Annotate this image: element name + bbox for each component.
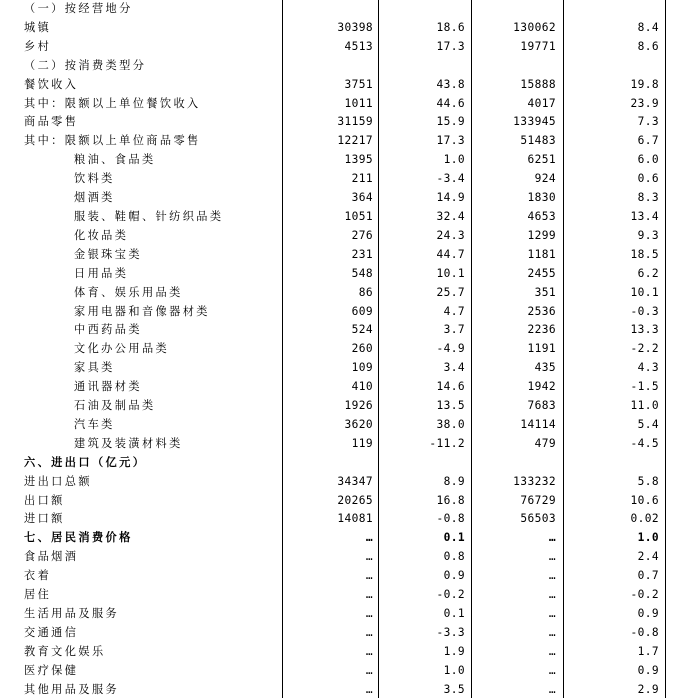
row-label: 石油及制品类 xyxy=(74,399,156,413)
value-cumulative: 1181 xyxy=(527,247,556,261)
row-margin xyxy=(665,662,686,681)
table-row xyxy=(0,510,686,529)
value-cumulative: 14114 xyxy=(520,417,556,431)
row-label: 家具类 xyxy=(74,361,115,375)
value-month-growth: 15.9 xyxy=(436,115,465,129)
row-margin xyxy=(665,113,686,132)
row-label: 中西药品类 xyxy=(74,323,142,337)
table-row xyxy=(0,359,686,378)
value-cumulative: 2236 xyxy=(527,323,556,337)
row-margin xyxy=(665,208,686,227)
table-row xyxy=(0,95,686,114)
value-cumulative: 4653 xyxy=(527,209,556,223)
value-month xyxy=(283,454,378,473)
value-cumulative: … xyxy=(548,625,556,639)
value-month: 3620 xyxy=(344,417,373,431)
value-month: 548 xyxy=(351,266,373,280)
value-month-growth: 13.5 xyxy=(436,399,465,413)
value-cumulative-growth: 0.02 xyxy=(630,512,659,526)
value-cumulative-growth: 4.3 xyxy=(637,361,659,375)
value-cumulative-growth: -2.2 xyxy=(630,342,659,356)
row-margin xyxy=(665,57,686,76)
value-month: 260 xyxy=(351,342,373,356)
table-row xyxy=(0,624,686,643)
value-cumulative-growth: 2.4 xyxy=(637,550,659,564)
row-margin xyxy=(665,19,686,38)
value-month-growth: -3.3 xyxy=(436,625,465,639)
row-label: 汽车类 xyxy=(74,417,115,431)
value-month-growth: 8.9 xyxy=(443,474,465,488)
value-month xyxy=(283,57,378,76)
value-month: 364 xyxy=(351,191,373,205)
value-month: … xyxy=(365,682,373,696)
value-month: … xyxy=(365,644,373,658)
value-month: 211 xyxy=(351,172,373,186)
value-month: 34347 xyxy=(337,474,373,488)
row-label: 食品烟酒 xyxy=(24,550,79,564)
row-margin xyxy=(665,529,686,548)
value-month-growth: 17.3 xyxy=(436,39,465,53)
table-row xyxy=(0,246,686,265)
row-label: 居住 xyxy=(24,588,52,602)
value-cumulative-growth: -0.2 xyxy=(630,588,659,602)
value-month-growth: 44.7 xyxy=(436,247,465,261)
value-cumulative-growth: 23.9 xyxy=(630,96,659,110)
value-month-growth: 17.3 xyxy=(436,134,465,148)
table-row xyxy=(0,284,686,303)
value-month: 109 xyxy=(351,361,373,375)
value-cumulative: … xyxy=(548,531,556,545)
table-row xyxy=(0,321,686,340)
value-month: … xyxy=(365,588,373,602)
value-cumulative: 479 xyxy=(534,436,556,450)
row-margin xyxy=(665,38,686,57)
row-label: （一）按经营地分 xyxy=(24,2,133,15)
value-month: … xyxy=(365,569,373,583)
row-label: 体育、娱乐用品类 xyxy=(74,285,183,299)
value-cumulative-growth: 10.6 xyxy=(630,493,659,507)
table-row xyxy=(0,492,686,511)
value-cumulative-growth: 10.1 xyxy=(630,285,659,299)
row-label: 交通通信 xyxy=(24,625,79,639)
value-cumulative-growth: 7.3 xyxy=(637,115,659,129)
value-month-growth: 24.3 xyxy=(436,228,465,242)
table-row xyxy=(0,227,686,246)
value-cumulative: 76729 xyxy=(520,493,556,507)
value-month: 410 xyxy=(351,380,373,394)
value-month: … xyxy=(365,550,373,564)
value-month: 20265 xyxy=(337,493,373,507)
row-label: 城镇 xyxy=(24,20,52,34)
row-margin xyxy=(665,643,686,662)
table-row xyxy=(0,643,686,662)
row-margin xyxy=(665,170,686,189)
value-cumulative: 130062 xyxy=(513,20,556,34)
table-row xyxy=(0,57,686,76)
value-cumulative: … xyxy=(548,607,556,620)
value-cumulative: … xyxy=(548,682,556,696)
value-month: 1395 xyxy=(344,153,373,167)
value-cumulative xyxy=(471,57,563,76)
table-row xyxy=(0,265,686,284)
value-month: … xyxy=(365,625,373,639)
value-cumulative-growth: 13.3 xyxy=(630,323,659,337)
value-month: 14081 xyxy=(337,512,373,526)
value-cumulative-growth: 6.2 xyxy=(637,266,659,280)
value-month-growth: 32.4 xyxy=(436,209,465,223)
value-month: … xyxy=(365,531,373,545)
row-margin xyxy=(665,303,686,322)
value-month-growth: 3.5 xyxy=(443,682,465,696)
table-row xyxy=(0,586,686,605)
row-label: 粮油、食品类 xyxy=(74,153,156,167)
value-cumulative: … xyxy=(548,588,556,602)
value-month: 1051 xyxy=(344,209,373,223)
row-label: 服装、鞋帽、针纺织品类 xyxy=(74,209,224,223)
row-margin xyxy=(665,605,686,624)
value-month-growth: 18.6 xyxy=(436,20,465,34)
row-label: 文化办公用品类 xyxy=(74,342,170,356)
value-month: 3751 xyxy=(344,77,373,91)
value-month: 4513 xyxy=(344,39,373,53)
row-label: 家用电器和音像器材类 xyxy=(74,304,210,318)
value-month-growth: 43.8 xyxy=(436,77,465,91)
value-month-growth: 4.7 xyxy=(443,304,465,318)
value-month-growth: 0.8 xyxy=(443,550,465,564)
row-label: 医疗保健 xyxy=(24,663,79,677)
value-month-growth: 10.1 xyxy=(436,266,465,280)
value-month-growth: -0.8 xyxy=(436,512,465,526)
value-month-growth: 1.0 xyxy=(443,663,465,677)
row-margin xyxy=(665,340,686,359)
row-margin xyxy=(665,586,686,605)
value-cumulative: 1942 xyxy=(527,380,556,394)
row-margin xyxy=(665,359,686,378)
value-month-growth: 1.9 xyxy=(443,644,465,658)
value-month: 1011 xyxy=(344,96,373,110)
value-month-growth: 1.0 xyxy=(443,153,465,167)
row-margin xyxy=(665,510,686,529)
value-cumulative-growth: 0.9 xyxy=(637,663,659,677)
value-month: 524 xyxy=(351,323,373,337)
value-month-growth: 14.9 xyxy=(436,191,465,205)
table-row xyxy=(0,681,686,700)
row-margin xyxy=(665,435,686,454)
row-margin xyxy=(665,246,686,265)
table-row xyxy=(0,605,686,624)
value-cumulative: 6251 xyxy=(527,153,556,167)
row-margin xyxy=(665,0,686,19)
value-cumulative-growth: 13.4 xyxy=(630,209,659,223)
value-cumulative: 133232 xyxy=(513,474,556,488)
value-cumulative-growth: 2.9 xyxy=(637,682,659,696)
value-cumulative-growth: 5.8 xyxy=(637,474,659,488)
table-row xyxy=(0,454,686,473)
value-cumulative: 56503 xyxy=(520,512,556,526)
value-cumulative: … xyxy=(548,550,556,564)
value-cumulative: 351 xyxy=(534,285,556,299)
value-month: 119 xyxy=(351,436,373,450)
value-month-growth xyxy=(378,454,471,473)
table-row xyxy=(0,189,686,208)
row-label: 六、进出口（亿元） xyxy=(24,455,147,469)
table-row xyxy=(0,132,686,151)
value-cumulative-growth: 0.6 xyxy=(637,172,659,186)
table-row xyxy=(0,113,686,132)
value-cumulative-growth xyxy=(563,57,665,76)
value-month-growth: 16.8 xyxy=(436,493,465,507)
value-month-growth: 25.7 xyxy=(436,285,465,299)
row-margin xyxy=(665,397,686,416)
table-row xyxy=(0,151,686,170)
value-cumulative-growth: 11.0 xyxy=(630,399,659,413)
row-label: 其中：限额以上单位商品零售 xyxy=(24,134,201,148)
row-margin xyxy=(665,378,686,397)
row-margin xyxy=(665,284,686,303)
row-margin xyxy=(665,76,686,95)
value-cumulative: 133945 xyxy=(513,115,556,129)
table-row xyxy=(0,378,686,397)
value-cumulative-growth: 1.7 xyxy=(637,644,659,658)
row-margin xyxy=(665,151,686,170)
table-row xyxy=(0,397,686,416)
value-month xyxy=(283,0,378,19)
value-cumulative-growth: 19.8 xyxy=(630,77,659,91)
table-row xyxy=(0,567,686,586)
value-cumulative-growth: -0.3 xyxy=(630,304,659,318)
value-cumulative-growth: -4.5 xyxy=(630,436,659,450)
value-month: … xyxy=(365,663,373,677)
row-label: 进出口总额 xyxy=(24,474,92,488)
value-cumulative: … xyxy=(548,569,556,583)
value-month: 231 xyxy=(351,247,373,261)
value-cumulative-growth: 9.3 xyxy=(637,228,659,242)
value-cumulative: 2455 xyxy=(527,266,556,280)
row-label: 进口额 xyxy=(24,512,65,526)
table-row xyxy=(0,208,686,227)
table-row xyxy=(0,19,686,38)
value-month-growth: 0.1 xyxy=(443,607,465,620)
value-month: 609 xyxy=(351,304,373,318)
value-cumulative: … xyxy=(548,663,556,677)
row-margin xyxy=(665,132,686,151)
table-row xyxy=(0,529,686,548)
value-month-growth: 0.1 xyxy=(443,531,465,545)
value-month-growth: -0.2 xyxy=(436,588,465,602)
value-month-growth: 3.7 xyxy=(443,323,465,337)
value-month: 1926 xyxy=(344,399,373,413)
value-cumulative xyxy=(471,454,563,473)
table-row xyxy=(0,548,686,567)
value-month: 86 xyxy=(358,285,373,299)
row-margin xyxy=(665,492,686,511)
table-row xyxy=(0,170,686,189)
table-row xyxy=(0,662,686,681)
row-label: 烟酒类 xyxy=(74,191,115,205)
table-row xyxy=(0,416,686,435)
row-label: 通讯器材类 xyxy=(74,380,142,394)
row-label: 七、居民消费价格 xyxy=(24,531,133,545)
value-month-growth: 0.9 xyxy=(443,569,465,583)
row-margin xyxy=(665,567,686,586)
row-label: 化妆品类 xyxy=(74,228,129,242)
value-month-growth xyxy=(378,0,471,19)
row-label: 教育文化娱乐 xyxy=(24,644,106,658)
row-label: 乡村 xyxy=(24,39,52,53)
value-cumulative: … xyxy=(548,644,556,658)
value-cumulative: 4017 xyxy=(527,96,556,110)
value-cumulative: 1299 xyxy=(527,228,556,242)
table-row xyxy=(0,38,686,57)
row-margin xyxy=(665,95,686,114)
value-cumulative-growth xyxy=(563,454,665,473)
row-label: 出口额 xyxy=(24,493,65,507)
value-cumulative: 19771 xyxy=(520,39,556,53)
value-month: 30398 xyxy=(337,20,373,34)
row-label: （二）按消费类型分 xyxy=(24,58,147,72)
row-label: 餐饮收入 xyxy=(24,77,79,91)
row-margin xyxy=(665,189,686,208)
value-cumulative-growth: 6.7 xyxy=(637,134,659,148)
value-cumulative-growth: 8.3 xyxy=(637,191,659,205)
table-row xyxy=(0,0,686,19)
value-month-growth: 44.6 xyxy=(436,96,465,110)
value-cumulative-growth: 1.0 xyxy=(637,531,659,545)
row-label: 饮料类 xyxy=(74,172,115,186)
value-month-growth: 3.4 xyxy=(443,361,465,375)
value-cumulative-growth: 5.4 xyxy=(637,417,659,431)
row-margin xyxy=(665,227,686,246)
row-label: 商品零售 xyxy=(24,115,79,129)
table-row xyxy=(0,76,686,95)
value-cumulative: 51483 xyxy=(520,134,556,148)
value-cumulative-growth: -0.8 xyxy=(630,625,659,639)
table-row xyxy=(0,435,686,454)
value-month-growth: -3.4 xyxy=(436,172,465,186)
value-cumulative: 15888 xyxy=(520,77,556,91)
value-month-growth: -11.2 xyxy=(429,436,465,450)
value-cumulative-growth: 8.6 xyxy=(637,39,659,53)
table-row xyxy=(0,340,686,359)
value-cumulative: 435 xyxy=(534,361,556,375)
row-margin xyxy=(665,454,686,473)
value-cumulative: 924 xyxy=(534,172,556,186)
value-cumulative-growth: 0.7 xyxy=(637,569,659,583)
row-label: 衣着 xyxy=(24,569,52,583)
value-cumulative-growth: 8.4 xyxy=(637,20,659,34)
row-margin xyxy=(665,416,686,435)
table-row xyxy=(0,473,686,492)
table-row xyxy=(0,303,686,322)
value-cumulative: 2536 xyxy=(527,304,556,318)
value-cumulative xyxy=(471,0,563,19)
value-cumulative-growth: -1.5 xyxy=(630,380,659,394)
value-cumulative-growth: 18.5 xyxy=(630,247,659,261)
value-month-growth xyxy=(378,57,471,76)
row-margin xyxy=(665,321,686,340)
value-month-growth: 38.0 xyxy=(436,417,465,431)
value-cumulative-growth xyxy=(563,0,665,19)
row-label: 生活用品及服务 xyxy=(24,607,120,620)
value-month: 31159 xyxy=(337,115,373,129)
value-month: 12217 xyxy=(337,134,373,148)
row-margin xyxy=(665,548,686,567)
row-label: 日用品类 xyxy=(74,266,129,280)
value-cumulative: 7683 xyxy=(527,399,556,413)
value-month-growth: -4.9 xyxy=(436,342,465,356)
row-margin xyxy=(665,624,686,643)
row-margin xyxy=(665,473,686,492)
row-label: 建筑及装潢材料类 xyxy=(74,436,183,450)
row-label: 其他用品及服务 xyxy=(24,682,120,696)
value-month: 276 xyxy=(351,228,373,242)
value-month-growth: 14.6 xyxy=(436,380,465,394)
row-margin xyxy=(665,265,686,284)
value-cumulative-growth: 0.9 xyxy=(637,607,659,620)
value-month: … xyxy=(365,607,373,620)
value-cumulative: 1830 xyxy=(527,191,556,205)
row-label: 金银珠宝类 xyxy=(74,247,142,261)
value-cumulative: 1191 xyxy=(527,342,556,356)
row-label: 其中：限额以上单位餐饮收入 xyxy=(24,96,201,110)
value-cumulative-growth: 6.0 xyxy=(637,153,659,167)
row-margin xyxy=(665,681,686,700)
